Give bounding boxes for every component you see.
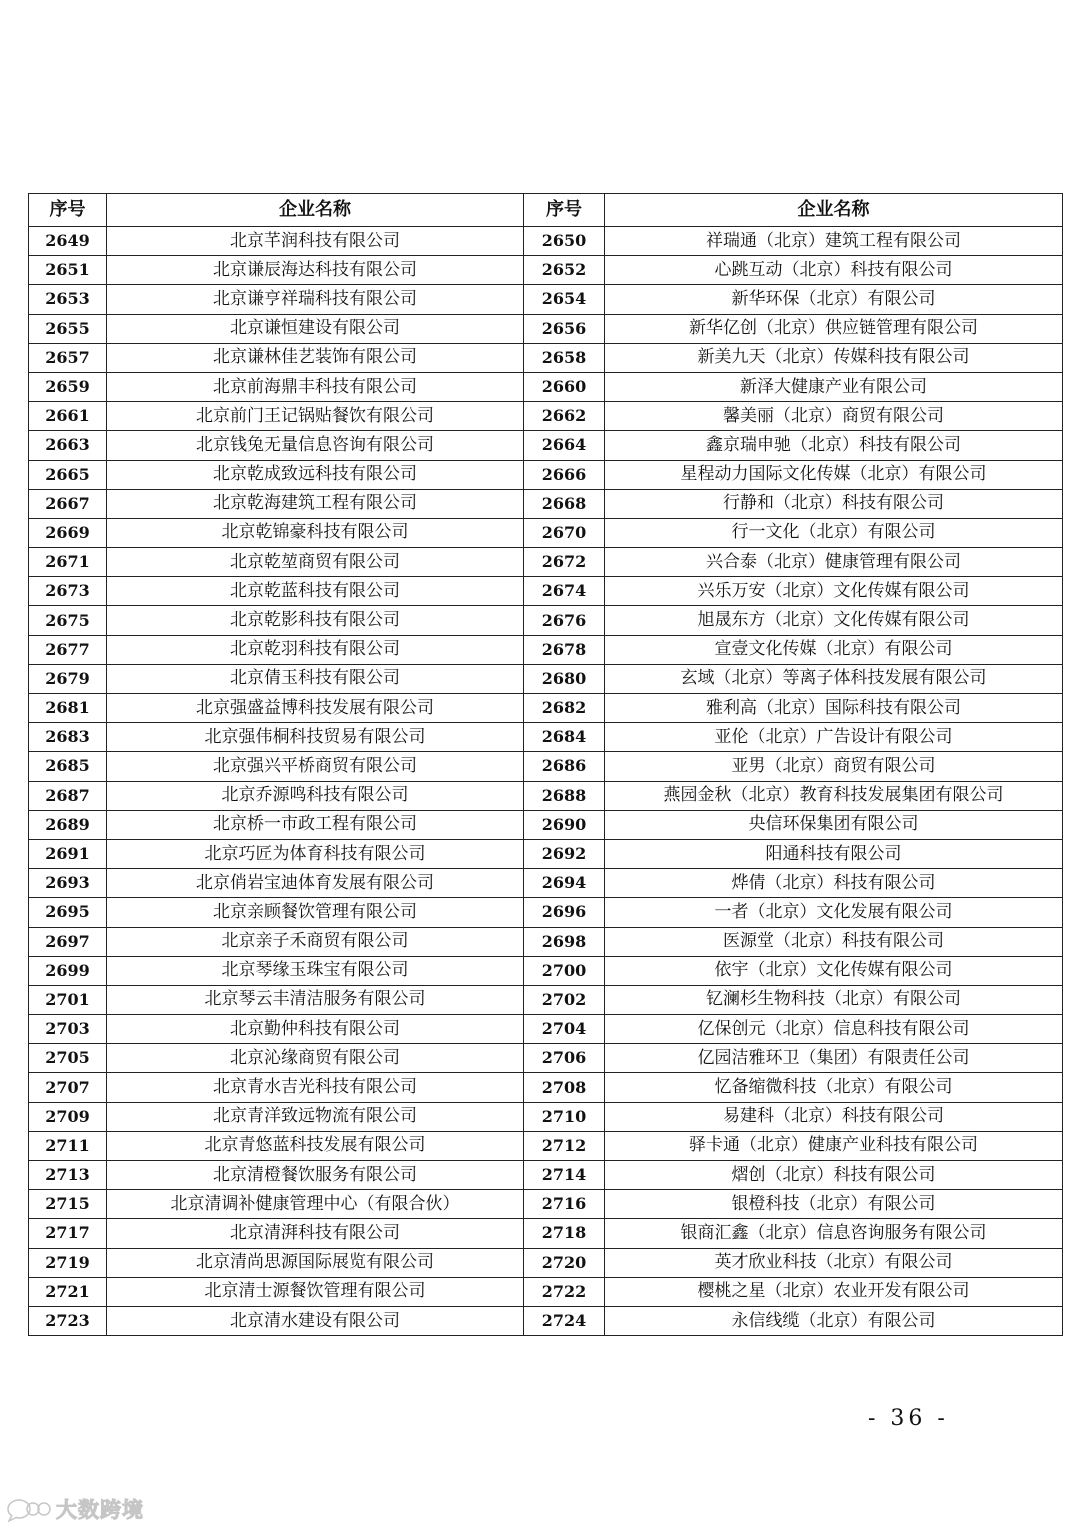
company-name-cell: 心跳互动（北京）科技有限公司	[605, 256, 1063, 285]
company-name-cell: 北京强盛益博科技发展有限公司	[107, 694, 524, 723]
table-row	[29, 460, 1063, 489]
table-row	[29, 1044, 1063, 1073]
company-name-cell: 央信环保集团有限公司	[605, 810, 1063, 839]
table-row	[29, 752, 1063, 781]
serial-number-cell: 2681	[29, 694, 107, 723]
table-row	[29, 635, 1063, 664]
serial-number-cell: 2715	[29, 1190, 107, 1219]
serial-number-cell: 2688	[524, 781, 605, 810]
company-name-cell: 北京谦林佳艺装饰有限公司	[107, 343, 524, 372]
serial-number-cell: 2724	[524, 1306, 605, 1335]
company-name-cell: 北京清湃科技有限公司	[107, 1219, 524, 1248]
company-name-cell: 新华亿创（北京）供应链管理有限公司	[605, 314, 1063, 343]
company-name-cell: 兴乐万安（北京）文化传媒有限公司	[605, 577, 1063, 606]
company-name-cell: 旭晟东方（北京）文化传媒有限公司	[605, 606, 1063, 635]
company-name-cell: 北京乔源鸣科技有限公司	[107, 781, 524, 810]
table-row	[29, 694, 1063, 723]
company-name-cell: 北京青洋致远物流有限公司	[107, 1102, 524, 1131]
company-name-cell: 北京谦亨祥瑞科技有限公司	[107, 285, 524, 314]
company-name-cell: 雅利高（北京）国际科技有限公司	[605, 694, 1063, 723]
company-name-cell: 亿保创元（北京）信息科技有限公司	[605, 1015, 1063, 1044]
table-row	[29, 1161, 1063, 1190]
serial-number-cell: 2706	[524, 1044, 605, 1073]
serial-number-cell: 2678	[524, 635, 605, 664]
serial-number-cell: 2690	[524, 810, 605, 839]
watermark	[6, 1494, 144, 1524]
watermark-text: 大数跨境	[56, 1498, 144, 1522]
serial-number-cell: 2700	[524, 956, 605, 985]
serial-number-cell: 2670	[524, 518, 605, 547]
company-name-cell: 北京乾堃商贸有限公司	[107, 548, 524, 577]
company-name-cell: 北京强伟桐科技贸易有限公司	[107, 723, 524, 752]
company-name-cell: 北京俏岩宝迪体育发展有限公司	[107, 869, 524, 898]
table-row	[29, 606, 1063, 635]
table-row	[29, 781, 1063, 810]
table-row	[29, 664, 1063, 693]
serial-number-cell: 2671	[29, 548, 107, 577]
company-name-cell: 北京沁缘商贸有限公司	[107, 1044, 524, 1073]
company-name-cell: 医源堂（北京）科技有限公司	[605, 927, 1063, 956]
serial-number-cell: 2682	[524, 694, 605, 723]
company-name-cell: 亿园洁雅环卫（集团）有限责任公司	[605, 1044, 1063, 1073]
serial-number-cell: 2675	[29, 606, 107, 635]
company-name-cell: 北京桥一市政工程有限公司	[107, 810, 524, 839]
serial-number-cell: 2714	[524, 1161, 605, 1190]
company-name-cell: 北京清水建设有限公司	[107, 1306, 524, 1335]
company-name-cell: 北京乾海建筑工程有限公司	[107, 489, 524, 518]
company-name-cell: 行静和（北京）科技有限公司	[605, 489, 1063, 518]
company-name-cell: 北京琴缘玉珠宝有限公司	[107, 956, 524, 985]
serial-number-cell: 2705	[29, 1044, 107, 1073]
serial-number-cell: 2720	[524, 1248, 605, 1277]
table-row	[29, 402, 1063, 431]
serial-number-cell: 2687	[29, 781, 107, 810]
header-company-right: 企业名称	[605, 194, 1063, 227]
company-name-cell: 熠创（北京）科技有限公司	[605, 1161, 1063, 1190]
company-name-cell: 北京乾影科技有限公司	[107, 606, 524, 635]
table-row	[29, 372, 1063, 401]
table-row	[29, 548, 1063, 577]
serial-number-cell: 2679	[29, 664, 107, 693]
table-row	[29, 1102, 1063, 1131]
company-name-cell: 北京勤仲科技有限公司	[107, 1015, 524, 1044]
serial-number-cell: 2710	[524, 1102, 605, 1131]
serial-number-cell: 2702	[524, 985, 605, 1014]
company-name-cell: 北京亲子禾商贸有限公司	[107, 927, 524, 956]
company-name-cell: 北京乾羽科技有限公司	[107, 635, 524, 664]
serial-number-cell: 2717	[29, 1219, 107, 1248]
serial-number-cell: 2661	[29, 402, 107, 431]
company-name-cell: 北京强兴平桥商贸有限公司	[107, 752, 524, 781]
company-name-cell: 北京巧匠为体育科技有限公司	[107, 839, 524, 868]
company-name-cell: 驿卡通（北京）健康产业科技有限公司	[605, 1131, 1063, 1160]
serial-number-cell: 2692	[524, 839, 605, 868]
table-row	[29, 1306, 1063, 1335]
serial-number-cell: 2666	[524, 460, 605, 489]
company-name-cell: 银商汇鑫（北京）信息咨询服务有限公司	[605, 1219, 1063, 1248]
company-name-cell: 祥瑞通（北京）建筑工程有限公司	[605, 227, 1063, 256]
serial-number-cell: 2652	[524, 256, 605, 285]
serial-number-cell: 2709	[29, 1102, 107, 1131]
table-row	[29, 1190, 1063, 1219]
table-row	[29, 314, 1063, 343]
company-name-cell: 亚男（北京）商贸有限公司	[605, 752, 1063, 781]
company-name-cell: 钇澜杉生物科技（北京）有限公司	[605, 985, 1063, 1014]
company-name-cell: 北京青水吉光科技有限公司	[107, 1073, 524, 1102]
serial-number-cell: 2676	[524, 606, 605, 635]
serial-number-cell: 2686	[524, 752, 605, 781]
company-name-cell: 宣壹文化传媒（北京）有限公司	[605, 635, 1063, 664]
header-company-left: 企业名称	[107, 194, 524, 227]
serial-number-cell: 2663	[29, 431, 107, 460]
company-name-cell: 北京谦恒建设有限公司	[107, 314, 524, 343]
company-name-cell: 北京前海鼎丰科技有限公司	[107, 372, 524, 401]
serial-number-cell: 2685	[29, 752, 107, 781]
company-name-cell: 鑫京瑞申驰（北京）科技有限公司	[605, 431, 1063, 460]
serial-number-cell: 2697	[29, 927, 107, 956]
company-name-cell: 燕园金秋（北京）教育科技发展集团有限公司	[605, 781, 1063, 810]
serial-number-cell: 2689	[29, 810, 107, 839]
serial-number-cell: 2696	[524, 898, 605, 927]
serial-number-cell: 2659	[29, 372, 107, 401]
table-row	[29, 956, 1063, 985]
serial-number-cell: 2703	[29, 1015, 107, 1044]
company-name-cell: 北京芊润科技有限公司	[107, 227, 524, 256]
table-row	[29, 1248, 1063, 1277]
serial-number-cell: 2695	[29, 898, 107, 927]
serial-number-cell: 2680	[524, 664, 605, 693]
company-name-cell: 北京清调补健康管理中心（有限合伙）	[107, 1190, 524, 1219]
serial-number-cell: 2674	[524, 577, 605, 606]
company-name-cell: 馨美丽（北京）商贸有限公司	[605, 402, 1063, 431]
table-row	[29, 985, 1063, 1014]
serial-number-cell: 2672	[524, 548, 605, 577]
company-name-cell: 北京乾成致远科技有限公司	[107, 460, 524, 489]
table-row	[29, 343, 1063, 372]
table-row	[29, 927, 1063, 956]
serial-number-cell: 2693	[29, 869, 107, 898]
serial-number-cell: 2683	[29, 723, 107, 752]
serial-number-cell: 2653	[29, 285, 107, 314]
company-name-cell: 英才欣业科技（北京）有限公司	[605, 1248, 1063, 1277]
serial-number-cell: 2719	[29, 1248, 107, 1277]
serial-number-cell: 2673	[29, 577, 107, 606]
serial-number-cell: 2721	[29, 1277, 107, 1306]
company-name-cell: 樱桃之星（北京）农业开发有限公司	[605, 1277, 1063, 1306]
serial-number-cell: 2684	[524, 723, 605, 752]
serial-number-cell: 2698	[524, 927, 605, 956]
company-name-cell: 易建科（北京）科技有限公司	[605, 1102, 1063, 1131]
company-name-cell: 新泽大健康产业有限公司	[605, 372, 1063, 401]
table-row	[29, 1219, 1063, 1248]
page-number: - 36 -	[868, 1406, 949, 1431]
serial-number-cell: 2655	[29, 314, 107, 343]
company-name-cell: 烨倩（北京）科技有限公司	[605, 869, 1063, 898]
table-row	[29, 431, 1063, 460]
serial-number-cell: 2723	[29, 1306, 107, 1335]
company-name-cell: 永信线缆（北京）有限公司	[605, 1306, 1063, 1335]
company-name-cell: 北京清橙餐饮服务有限公司	[107, 1161, 524, 1190]
company-name-cell: 北京琴云丰清洁服务有限公司	[107, 985, 524, 1014]
company-name-cell: 亚伦（北京）广告设计有限公司	[605, 723, 1063, 752]
company-name-cell: 北京钱兔无量信息咨询有限公司	[107, 431, 524, 460]
serial-number-cell: 2669	[29, 518, 107, 547]
table-row	[29, 1073, 1063, 1102]
table-row	[29, 489, 1063, 518]
serial-number-cell: 2694	[524, 869, 605, 898]
company-name-cell: 北京青悠蓝科技发展有限公司	[107, 1131, 524, 1160]
table-row	[29, 1277, 1063, 1306]
company-name-cell: 北京亲顾餐饮管理有限公司	[107, 898, 524, 927]
serial-number-cell: 2677	[29, 635, 107, 664]
table-row	[29, 1015, 1063, 1044]
company-name-cell: 北京前门王记锅贴餐饮有限公司	[107, 402, 524, 431]
table-row	[29, 227, 1063, 256]
serial-number-cell: 2664	[524, 431, 605, 460]
serial-number-cell: 2658	[524, 343, 605, 372]
serial-number-cell: 2660	[524, 372, 605, 401]
table-row	[29, 839, 1063, 868]
serial-number-cell: 2656	[524, 314, 605, 343]
serial-number-cell: 2657	[29, 343, 107, 372]
table-row	[29, 285, 1063, 314]
company-name-cell: 北京倩玉科技有限公司	[107, 664, 524, 693]
company-name-cell: 星程动力国际文化传媒（北京）有限公司	[605, 460, 1063, 489]
table-row	[29, 810, 1063, 839]
serial-number-cell: 2707	[29, 1073, 107, 1102]
serial-number-cell: 2701	[29, 985, 107, 1014]
table-row	[29, 577, 1063, 606]
serial-number-cell: 2668	[524, 489, 605, 518]
serial-number-cell: 2716	[524, 1190, 605, 1219]
chat-bubble-logo-icon	[6, 1496, 52, 1522]
company-name-cell: 行一文化（北京）有限公司	[605, 518, 1063, 547]
serial-number-cell: 2708	[524, 1073, 605, 1102]
company-name-cell: 北京乾锦豪科技有限公司	[107, 518, 524, 547]
serial-number-cell: 2699	[29, 956, 107, 985]
table-row	[29, 898, 1063, 927]
company-name-cell: 新华环保（北京）有限公司	[605, 285, 1063, 314]
serial-number-cell: 2667	[29, 489, 107, 518]
serial-number-cell: 2649	[29, 227, 107, 256]
serial-number-cell: 2651	[29, 256, 107, 285]
company-name-cell: 玄域（北京）等离子体科技发展有限公司	[605, 664, 1063, 693]
table-row	[29, 723, 1063, 752]
company-name-cell: 北京清尚思源国际展览有限公司	[107, 1248, 524, 1277]
serial-number-cell: 2704	[524, 1015, 605, 1044]
company-name-cell: 忆备缩微科技（北京）有限公司	[605, 1073, 1063, 1102]
serial-number-cell: 2662	[524, 402, 605, 431]
table-row	[29, 1131, 1063, 1160]
company-name-cell: 银橙科技（北京）有限公司	[605, 1190, 1063, 1219]
header-serial-right: 序号	[524, 194, 605, 227]
serial-number-cell: 2665	[29, 460, 107, 489]
table-header-row	[29, 194, 1063, 227]
company-list-table	[28, 193, 1063, 1336]
serial-number-cell: 2712	[524, 1131, 605, 1160]
serial-number-cell: 2718	[524, 1219, 605, 1248]
company-name-cell: 阳通科技有限公司	[605, 839, 1063, 868]
table-row	[29, 256, 1063, 285]
company-name-cell: 依宇（北京）文化传媒有限公司	[605, 956, 1063, 985]
serial-number-cell: 2650	[524, 227, 605, 256]
serial-number-cell: 2722	[524, 1277, 605, 1306]
serial-number-cell: 2654	[524, 285, 605, 314]
company-name-cell: 北京乾蓝科技有限公司	[107, 577, 524, 606]
serial-number-cell: 2711	[29, 1131, 107, 1160]
company-name-cell: 一者（北京）文化发展有限公司	[605, 898, 1063, 927]
company-name-cell: 新美九天（北京）传媒科技有限公司	[605, 343, 1063, 372]
table-row	[29, 869, 1063, 898]
company-name-cell: 北京清士源餐饮管理有限公司	[107, 1277, 524, 1306]
header-serial-left: 序号	[29, 194, 107, 227]
table-row	[29, 518, 1063, 547]
company-name-cell: 兴合泰（北京）健康管理有限公司	[605, 548, 1063, 577]
serial-number-cell: 2691	[29, 839, 107, 868]
serial-number-cell: 2713	[29, 1161, 107, 1190]
company-name-cell: 北京谦辰海达科技有限公司	[107, 256, 524, 285]
